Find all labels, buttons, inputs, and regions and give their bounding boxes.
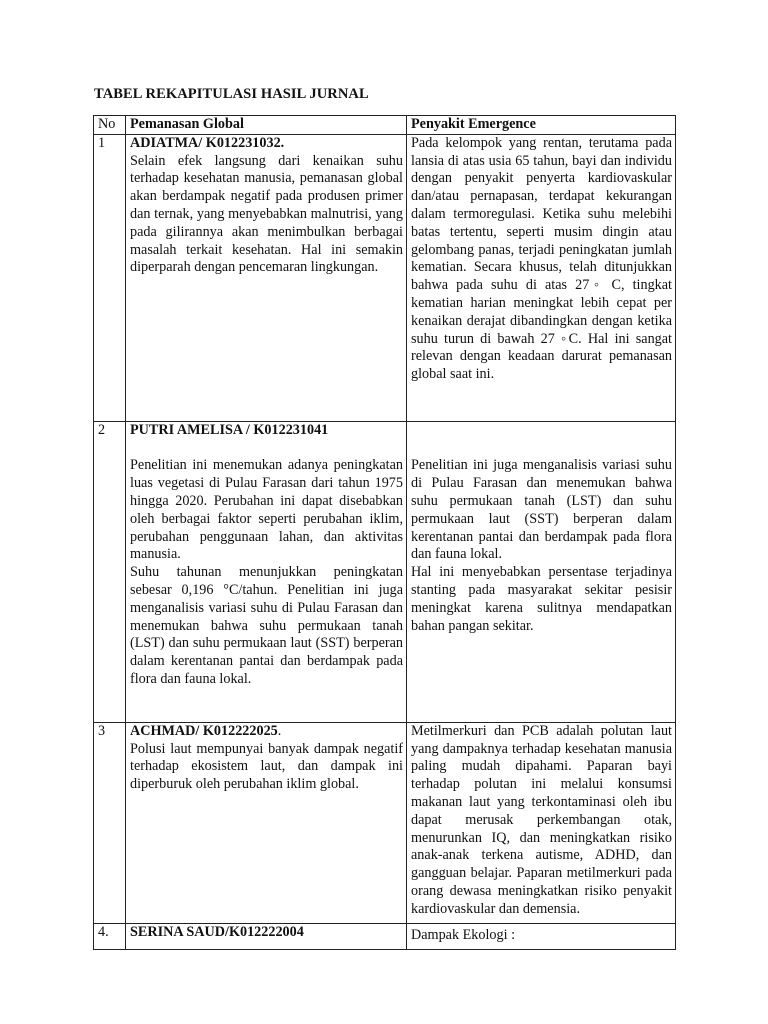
header-emergence: Penyakit Emergence <box>407 116 676 135</box>
global-warming-text: Penelitian ini menemukan adanya peningkatan luas vegetasi di Pulau Farasan dari tahun 1975 hingga 2020. Perubahan ini dapat disebabkan oleh berbagai faktor seperti perubahan iklim, perubahan penggunaan lahan, dan aktivitas manusia. <box>130 457 403 563</box>
global-warming-text: Suhu tahunan menunjukkan peningkatan sebesar 0,196 °C/tahun. Penelitian ini juga menganalisis variasi suhu di Pulau Farasan dan menemukan bahwa suhu permukaan tanah (LST) dan suhu permukaan laut (SST) berperan dalam kerentanan pantai dan berdampak pada flora dan fauna lokal. <box>130 564 403 687</box>
table-row <box>94 134 676 421</box>
row-number: 2 <box>94 421 126 722</box>
emergence-text: Hal ini menyebabkan persentase terjadinya stanting pada masyarakat sekitar pesisir meningkat karena sulitnya mendapatkan bahan pangan sekitar. <box>411 564 672 634</box>
emergence-cell <box>407 722 676 923</box>
emergence-cell <box>407 923 676 949</box>
header-no: No <box>94 116 126 135</box>
author-name: ADIATMA/ K012231032. <box>130 134 285 151</box>
emergence-text: Dampak Ekologi : <box>411 926 516 943</box>
emergence-cell <box>407 134 676 421</box>
table-row <box>94 421 676 722</box>
header-global-warming: Pemanasan Global <box>126 116 407 135</box>
row-number: 4. <box>94 923 126 949</box>
emergence-cell <box>407 421 676 722</box>
global-warming-text: Selain efek langsung dari kenaikan suhu terhadap kesehatan manusia, pemanasan global akan berdampak negatif pada produsen primer dan ternak, yang menyebabkan malnutrisi, yang pada gilirannya akan menimbulkan berbagai masalah terkait kesehatan. Hal ini semakin diperparah dengan pencemaran lingkungan. <box>130 152 403 276</box>
row-number: 3 <box>94 722 126 923</box>
emergence-text: Penelitian ini juga menganalisis variasi suhu di Pulau Farasan dan menemukan bahwa suhu permukaan tanah (LST) dan suhu permukaan laut (SST) berperan dalam kerentanan pantai dan berdampak pada flora dan fauna lokal. <box>411 457 672 563</box>
table-header-row <box>94 116 676 135</box>
table-row <box>94 923 676 949</box>
global-warming-cell <box>126 923 407 949</box>
page-title: TABEL REKAPITULASI HASIL JURNAL <box>94 86 369 102</box>
author-name <box>130 723 403 741</box>
global-warming-cell <box>126 421 407 722</box>
emergence-text: Pada kelompok yang rentan, terutama pada lansia di atas usia 65 tahun, bayi dan individu dengan penyakit penyerta kardiovaskular dan/atau pernapasan, terdapat kekurangan dalam termoregulasi. Ketika suhu melebihi batas tertentu, seperti musim dingin atau gelombang panas, terjadi peningkatan jumlah kematian. Secara khusus, telah ditunjukkan bahwa pada suhu di atas 27◦ C, tingkat kematian harian meningkat lebih cepat per kenaikan derajat dibandingkan dengan ketika suhu turun di bawah 27 ◦C. Hal ini sangat relevan dengan keadaan darurat pemanasan global saat ini. <box>411 134 672 383</box>
global-warming-cell <box>126 134 407 421</box>
recap-table <box>93 115 676 950</box>
emergence-text: Metilmerkuri dan PCB adalah polutan laut yang dampaknya terhadap kesehatan manusia paling mudah dipahami. Paparan bayi terhadap polutan ini melalui konsumsi makanan laut yang terkontaminasi oleh ibu dapat merusak perkembangan otak, menurunkan IQ, dan meningkatkan risiko anak-anak terkena autisme, ADHD, dan gangguan belajar. Paparan metilmerkuri pada orang dewasa meningkatkan risiko penyakit kardiovaskular dan demensia. <box>411 722 672 917</box>
author-name-text: ACHMAD/ K012222025 <box>130 722 278 739</box>
row-number: 1 <box>94 134 126 421</box>
global-warming-text: Polusi laut mempunyai banyak dampak negatif terhadap ekosistem laut, dan dampak ini diperburuk oleh perubahan iklim global. <box>130 740 403 793</box>
author-name: SERINA SAUD/K012222004 <box>130 923 304 940</box>
global-warming-cell <box>126 722 407 923</box>
author-suffix: . <box>277 722 282 739</box>
table-row <box>94 722 676 923</box>
author-name: PUTRI AMELISA / K012231041 <box>130 421 329 438</box>
